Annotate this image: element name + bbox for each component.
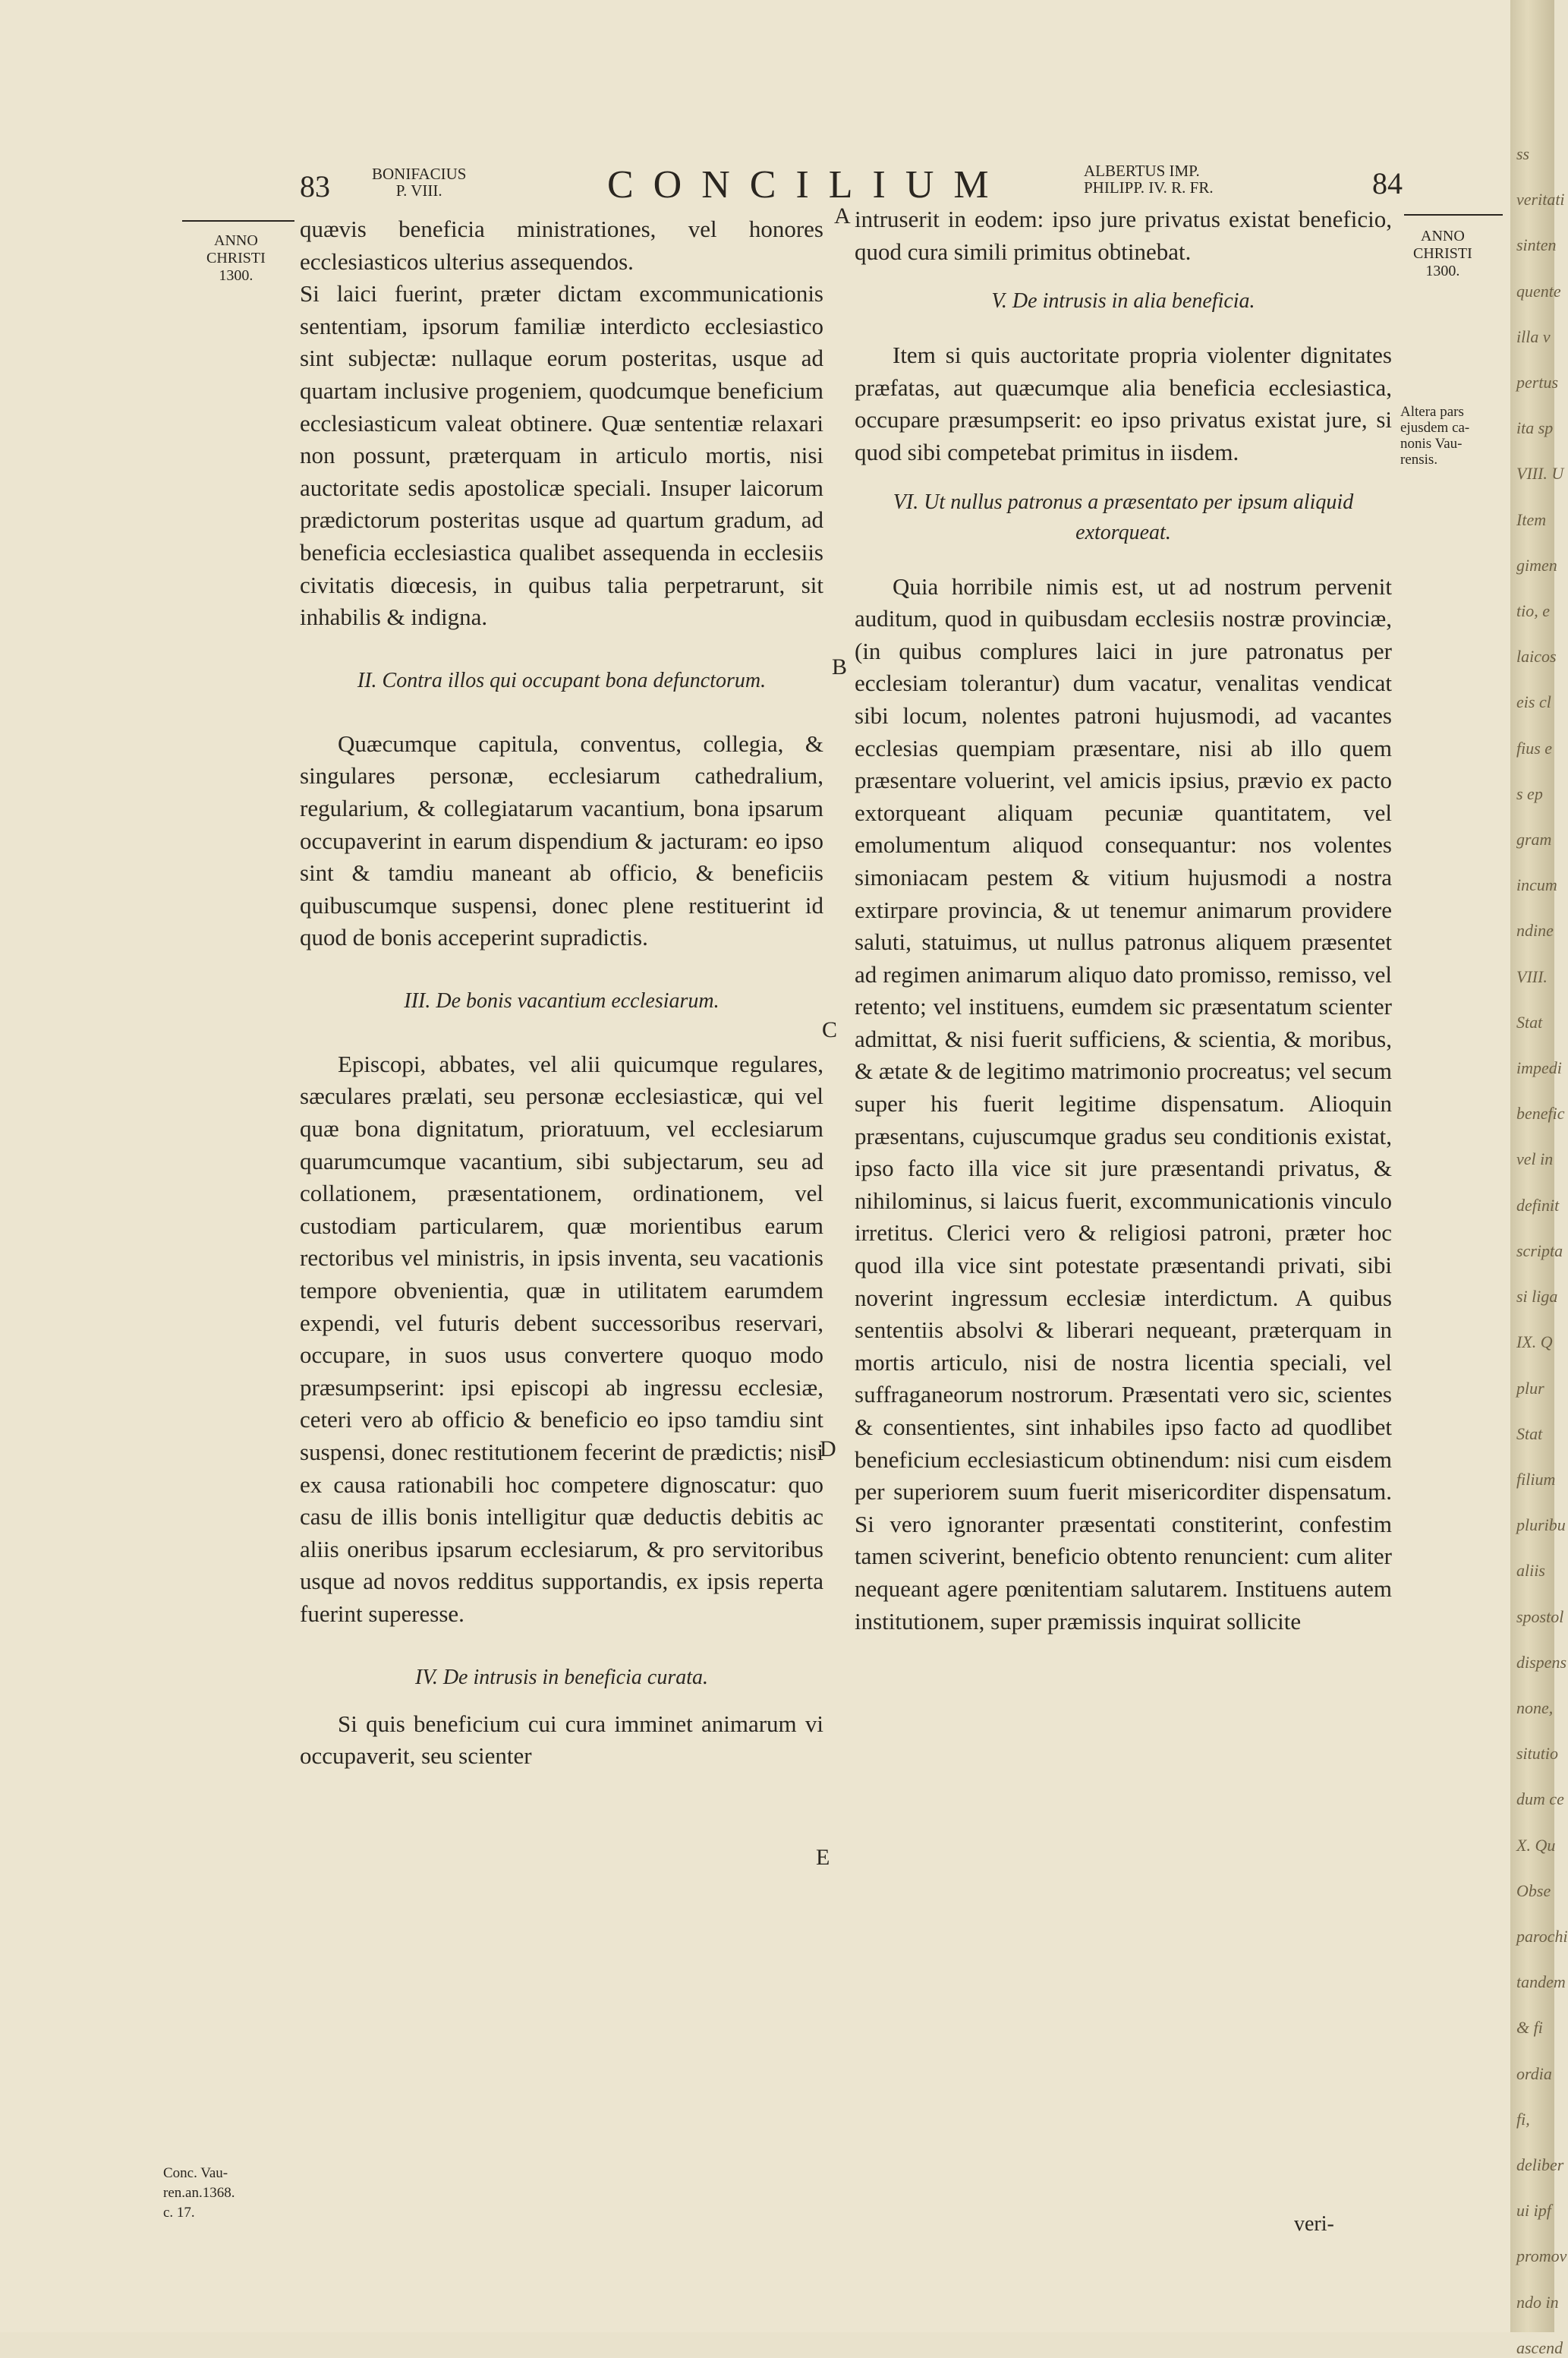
page-number-right: 84: [1372, 166, 1403, 200]
section-heading-iv: IV. De intrusis in beneficia curata.: [415, 1665, 708, 1689]
running-title: CONCILIUM: [607, 163, 1009, 206]
edge-fragment: eis cl: [1516, 692, 1551, 712]
edge-fragment: s ep: [1516, 783, 1543, 803]
edge-fragment: gimen: [1516, 555, 1557, 575]
anno-christi-left: [206, 232, 266, 285]
edge-fragment: none,: [1516, 1698, 1554, 1717]
note-line: ejusdem ca-: [1400, 420, 1470, 436]
edge-fragment: benefic: [1516, 1104, 1565, 1124]
section-marker-d: D: [820, 1436, 836, 1461]
edge-fragment: ndo in: [1516, 2292, 1559, 2312]
christi-label: CHRISTI: [206, 250, 266, 266]
running-head-right: [1084, 162, 1214, 196]
edge-fragment: Stat: [1516, 1012, 1543, 1032]
edge-fragment: parochi: [1516, 1926, 1568, 1946]
margin-rule-right: [1404, 214, 1503, 216]
edge-fragment: ndine: [1516, 921, 1554, 941]
section-marker-e: E: [816, 1845, 830, 1870]
right-column: [855, 203, 1392, 1638]
edge-fragment: laicos: [1516, 647, 1557, 667]
edge-fragment: ui ipf: [1516, 2201, 1551, 2221]
edge-fragment: fius e: [1516, 738, 1553, 758]
edge-fragment: incum: [1516, 875, 1557, 895]
year-label: 1300.: [1425, 263, 1460, 279]
year-label: 1300.: [219, 267, 253, 284]
edge-fragment: ita sp: [1516, 418, 1554, 438]
running-head-right-line1: ALBERTUS IMP.: [1084, 162, 1200, 180]
edge-fragment: aliis: [1516, 1561, 1545, 1581]
edge-fragment: impedi: [1516, 1058, 1562, 1078]
paragraph: Episcopi, abbates, vel alii quicumque regulares, sæculares prælati, seu personæ ecclesiasticæ, qui vel quæ bona dignitatum, prioratuum, vel ecclesiarum quarumcumque vacantium, sibi subjectarum, seu ad collationem, præsentationem, ordinationem, vel custodiam particularem, quæ morientibus earum rectoribus vel ministris, in ipsis inventa, seu vacationis tempore obvenientia, quæ in utilitatem earumdem expendi, vel futuris debent successoribus reservari, occupare, in suos usus convertere quoquo modo præsumpserint: ipsi episcopi ab ingressu ecclesiæ, ceteri vero ab officio & beneficio eo ipso tamdiu sint suspensi, donec restitutionem fecerint de prædictis; nisi ex causa rationabili hoc competere dignoscatur: quo casu de illis bonis intelligitur quæ deductis debitis ac aliis oneribus ipsarum ecclesiarum, & pro servitoribus usque ad novos redditus supportandis, ex ipsis reperta fuerint superesse.: [300, 1050, 823, 1627]
margin-note-conc: [163, 2164, 235, 2223]
edge-fragment: & fi: [1516, 2018, 1543, 2038]
running-head-left-line1: BONIFACIUS: [372, 165, 467, 183]
edge-fragment: scripta: [1516, 1240, 1563, 1260]
adjacent-page-edge: [1510, 0, 1568, 2357]
anno-label: ANNO: [214, 232, 258, 249]
note-line: c. 17.: [163, 2205, 195, 2221]
section-heading-v: V. De intrusis in alia beneficia.: [991, 289, 1255, 314]
edge-fragment: dispens: [1516, 1652, 1566, 1672]
edge-fragment: pertus: [1516, 373, 1558, 392]
edge-fragment: spostol: [1516, 1606, 1564, 1626]
catchword: veri-: [1294, 2212, 1334, 2236]
edge-fragment: Stat: [1516, 1423, 1543, 1443]
edge-fragment: promov: [1516, 2246, 1567, 2266]
edge-fragment: plur: [1516, 1378, 1544, 1398]
edge-fragment: X. Qu: [1516, 1835, 1556, 1855]
paragraph: Quæcumque capitula, conventus, collegia, & singulares personæ, ecclesiarum cathedralium, regularium, & collegiatarum vacantium, bona ipsarum occupaverint in earum dispendium & jacturam: eo ipso sint & tamdiu maneant ab officio, & beneficiis quibuscumque suspensi, donec plene restituerint id quod de bonis acceperint supradictis.: [300, 730, 823, 951]
page-number-left: 83: [300, 169, 330, 203]
edge-fragment: situtio: [1516, 1744, 1559, 1764]
edge-fragment: fi,: [1516, 2109, 1530, 2129]
anno-christi-right: [1413, 228, 1472, 280]
edge-fragment: ss: [1516, 144, 1530, 163]
edge-fragment: ordia: [1516, 2063, 1552, 2083]
edge-fragment: vel in: [1516, 1149, 1554, 1169]
edge-fragment: ascend: [1516, 2338, 1563, 2357]
paragraph: Si laici fuerint, præter dictam excommunicationis sententiam, ipsorum familiæ interdicto ecclesiastico sint subjectæ: nullaque eorum posteritas, usque ad quartam inclusive progeniem, quodcumque beneficium ecclesiasticum valeat obtinere. Quæ sententiæ relaxari non possunt, præterquam in articulo mortis, nisi auctoritate sedis apostolicæ speciali. Insuper laicorum prædictorum posteritas usque ad quartum gradum, ad beneficia ecclesiastica qualibet assequenda in ecclesiis civitatis diœcesis, in quibus talia perpetrarunt, sit inhabilis & indigna.: [300, 280, 823, 631]
anno-label: ANNO: [1421, 228, 1465, 244]
edge-fragment: pluribu: [1516, 1515, 1566, 1535]
running-head-left: [372, 166, 466, 199]
edge-fragment: filium: [1516, 1469, 1556, 1489]
edge-fragment: Obse: [1516, 1880, 1551, 1900]
note-line: rensis.: [1400, 452, 1438, 468]
section-heading-ii: II. Contra illos qui occupant bona defunctorum.: [357, 668, 767, 692]
section-marker-c: C: [822, 1017, 838, 1042]
running-head-right-line2: PHILIPP. IV. R. FR.: [1084, 178, 1214, 197]
paragraph: intruserit in eodem: ipso jure privatus existat beneficio, quod cura simili primitus obtinebat.: [855, 206, 1392, 265]
section-heading-iii: III. De bonis vacantium ecclesiarum.: [404, 988, 719, 1013]
edge-fragment: definit: [1516, 1195, 1560, 1215]
paragraph: Si quis beneficium cui cura imminet animarum vi occupaverit, seu scienter: [300, 1710, 823, 1770]
note-line: ren.an.1368.: [163, 2185, 235, 2201]
note-line: Conc. Vau-: [163, 2165, 228, 2181]
edge-fragment: sinten: [1516, 235, 1557, 255]
edge-fragment: si liga: [1516, 1287, 1558, 1307]
edge-fragment: Item: [1516, 509, 1547, 529]
edge-fragment: quente: [1516, 281, 1561, 301]
edge-fragment: illa v: [1516, 326, 1551, 346]
edge-fragment: veritati: [1516, 190, 1565, 210]
paragraph: quævis beneficia ministrationes, vel honores ecclesiasticos ulterius assequendos.: [300, 216, 823, 275]
edge-fragment: IX. Q: [1516, 1332, 1553, 1352]
edge-fragment: tandem: [1516, 1972, 1566, 1992]
edge-fragment: gram: [1516, 830, 1552, 850]
left-column: [300, 213, 823, 1773]
section-marker-b: B: [832, 654, 848, 679]
note-line: Altera pars: [1400, 404, 1464, 420]
edge-fragment: VIII.: [1516, 966, 1548, 986]
christi-label: CHRISTI: [1413, 245, 1472, 262]
paragraph: Quia horribile nimis est, ut ad nostrum pervenit auditum, quod in quibusdam ecclesiis nostræ provinciæ, (in quibus complures laici in jure patronatus per ecclesiam tolerantur) dum vacatur, venalitas vendicat sibi locum, nolentes patroni hujusmodi, ad vacantes ecclesias quempiam præsentare, nisi ab illo quem præsentare voluerint, vel amicis ipsius, prævio ex pacto extorqueant aliquam pecuniæ quantitatem, vel emolumentum aliquod consequantur: nos volentes simoniacam pestem & vitium hujusmodi a nostra extirpare provincia, & ut tenemur animarum providere saluti, statuimus, ut nullus patronus aliquem præsentet ad regimen animarum aliquo dato promisso, remisso, vel retento; vel instituens, eumdem sic præsentatum scienter admittat, & nisi fuerit sufficiens, & scientia, & moribus, & ætate & de legitimo matrimonio procreatus; vel secum super his fuerit legitime dispensatum. Alioquin præsentans, cujuscumque gradus seu conditionis existat, ipso facto illa vice sit jure præsentandi privatus, & nihilominus, si laicus fuerit, excommunicationis vinculo irretitus. Clerici vero & religiosi patroni, præter hoc quod illa vice sint potestate præsentandi privati, sibi noverint ingressum ecclesiæ interdictum. A quibus sententiis absolvi & liberari nequeant, præterquam in mortis articulo, nisi de nostra licentia speciali, vel suffraganeorum nostrorum. Præsentati vero sic, scientes & consentientes, sint inhabiles ipso facto ad quodlibet beneficium ecclesiasticum obtinendum: nisi cum eisdem per superiorem suum fuerit misericorditer dispensatum. Si vero ignoranter præsentati constiterint, confestim tamen sciverint, beneficio obtento renuncient: cum aliter nequeant agere pœnitentiam salutarem. Instituens autem institutionem, super præmissis inquirat sollicite: [855, 572, 1392, 1635]
margin-note-altera: [1400, 404, 1469, 468]
margin-rule-left: [182, 220, 294, 222]
note-line: nonis Vau-: [1400, 436, 1463, 452]
edge-fragment: tio, e: [1516, 601, 1550, 621]
edge-fragment: VIII. U: [1516, 464, 1564, 484]
edge-fragment: dum ce: [1516, 1789, 1564, 1809]
edge-fragment: deliber: [1516, 2155, 1564, 2174]
paragraph: Item si quis auctoritate propria violenter dignitates præfatas, aut quæcumque alia beneficia ecclesiastica, occupare præsumpserit: eo ipso privatus existat jure, si quod sibi competebat primitus in iisdem.: [855, 342, 1392, 465]
section-marker-a: A: [834, 203, 851, 229]
running-head-left-line2: P. VIII.: [395, 181, 442, 200]
section-heading-vi: VI. Ut nullus patronus a præsentato per ipsum aliquid extorqueat.: [893, 490, 1354, 544]
